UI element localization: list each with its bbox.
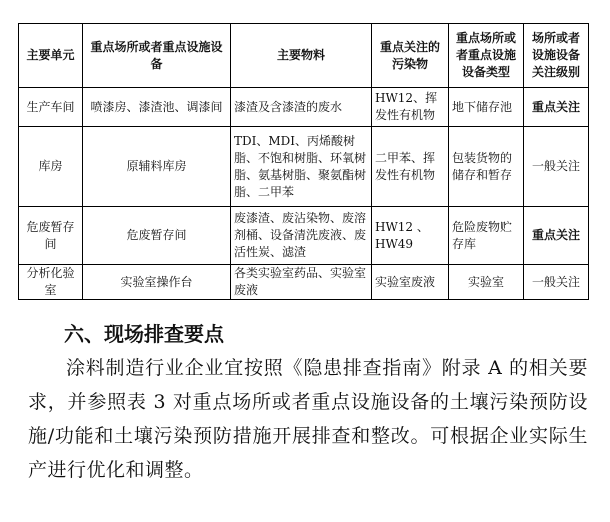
table-row: [19, 207, 589, 265]
table-row: [19, 88, 589, 127]
cell-pollutants: 实验室废液: [372, 265, 449, 300]
header-facility-type: 重点场所或者重点设施设备类型: [449, 24, 524, 88]
cell-facility: 危废暂存间: [83, 207, 231, 265]
cell-unit: 库房: [19, 127, 83, 207]
section-heading: 六、现场排查要点: [64, 322, 224, 346]
cell-type: 包装货物的储存和暂存: [449, 127, 524, 207]
header-main-materials: 主要物料: [231, 24, 372, 88]
cell-type: 实验室: [449, 265, 524, 300]
cell-unit: 生产车间: [19, 88, 83, 127]
header-main-unit: 主要单元: [19, 24, 83, 88]
header-key-facility: 重点场所或者重点设施设备: [83, 24, 231, 88]
header-key-pollutants: 重点关注的污染物: [372, 24, 449, 88]
pollution-table: [18, 23, 589, 300]
cell-materials: 漆渣及含漆渣的废水: [231, 88, 372, 127]
cell-unit: 分析化验室: [19, 265, 83, 300]
cell-level: 重点关注: [524, 207, 589, 265]
cell-type: 地下储存池: [449, 88, 524, 127]
cell-type: 危险废物贮存库: [449, 207, 524, 265]
cell-pollutants: HW12、挥发性有机物: [372, 88, 449, 127]
header-attention-level: 场所或者设施设备关注级别: [524, 24, 589, 88]
cell-materials: TDI、MDI、丙烯酸树脂、不饱和树脂、环氧树脂、氨基树脂、聚氨酯树脂、二甲苯: [231, 127, 372, 207]
cell-pollutants: HW12 、HW49: [372, 207, 449, 265]
cell-level: 一般关注: [524, 265, 589, 300]
cell-materials: 废漆渣、废沾染物、废溶剂桶、设备清洗废液、废活性炭、滤渣: [231, 207, 372, 265]
table-header-row: [19, 24, 589, 88]
table-row: [19, 127, 589, 207]
cell-materials: 各类实验室药品、实验室废液: [231, 265, 372, 300]
cell-unit: 危废暂存间: [19, 207, 83, 265]
cell-level: 重点关注: [524, 88, 589, 127]
section-paragraph: 涂料制造行业企业宜按照《隐患排查指南》附录 A 的相关要求，并参照表 3 对重点场所或者重点设施设备的土壤污染预防设施/功能和土壤污染预防措施开展排查和整改。可根据企业实际生产进行优化和调整。: [28, 357, 588, 481]
cell-facility: 喷漆房、漆渣池、调漆间: [83, 88, 231, 127]
cell-facility: 原辅料库房: [83, 127, 231, 207]
cell-facility: 实验室操作台: [83, 265, 231, 300]
table-row: [19, 265, 589, 300]
cell-level: 一般关注: [524, 127, 589, 207]
cell-pollutants: 二甲苯、挥发性有机物: [372, 127, 449, 207]
